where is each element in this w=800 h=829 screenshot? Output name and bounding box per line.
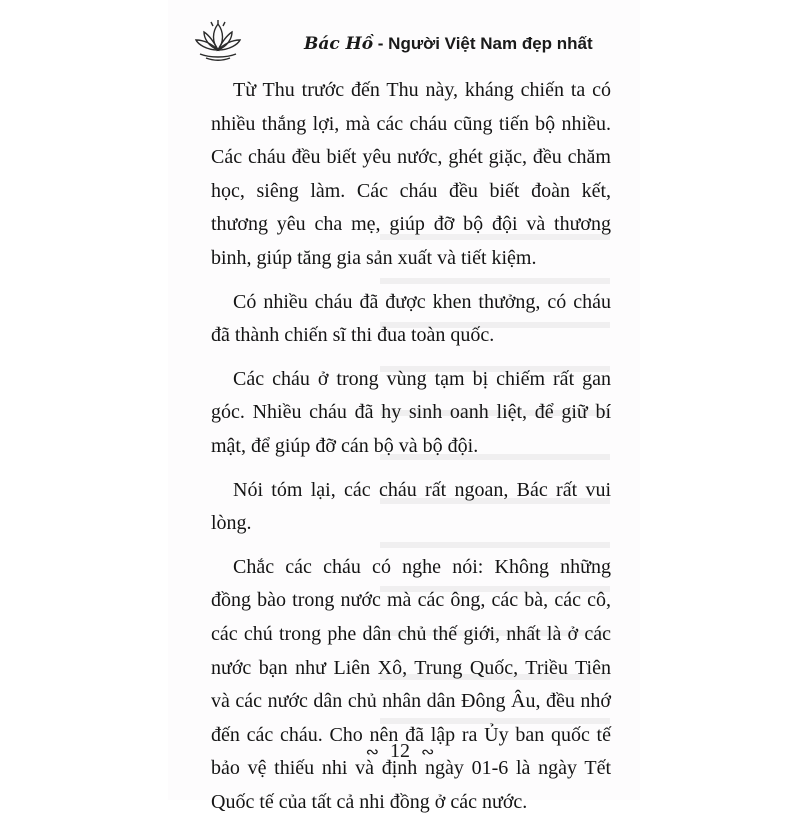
running-header bbox=[192, 18, 612, 64]
book-title-script: Bác Hồ bbox=[304, 34, 374, 54]
left-flourish-icon: ∾ bbox=[365, 744, 379, 762]
right-flourish-icon: ∾ bbox=[421, 744, 435, 762]
paragraph: Chắc các cháu có nghe nói: Không những đồng bào trong nước mà các ông, các bà, các cô, các chú trong phe dân chủ thế giới, nhất là ở các nước bạn như Liên Xô, Trung Quốc, Triều Tiên và các nước dân chủ nhân dân Đông Âu, đều nhớ đến các cháu. Cho nên đã lập ra Ủy ban quốc tế bảo vệ thiếu nhi và định ngày 01-6 là ngày Tết Quốc tế của tất cả nhi đồng ở các nước. bbox=[211, 555, 611, 813]
paragraph: Các cháu ở trong vùng tạm bị chiếm rất gan góc. Nhiều cháu đã hy sinh oanh liệt, để giữ bí mật, để giúp đỡ cán bộ và bộ đội. bbox=[211, 367, 611, 457]
book-title-main: Người Việt Nam đẹp nhất bbox=[388, 34, 593, 53]
page-number: 12 bbox=[390, 740, 410, 762]
book-title bbox=[304, 34, 593, 54]
book-title-separator: - bbox=[373, 34, 389, 53]
paragraph: Nói tóm lại, các cháu rất ngoan, Bác rất vui lòng. bbox=[211, 478, 611, 535]
body-text bbox=[211, 74, 611, 829]
paragraph: Từ Thu trước đến Thu này, kháng chiến ta có nhiều thắng lợi, mà các cháu cũng tiến bộ nhiều. Các cháu đều biết yêu nước, ghét giặc, đều chăm học, siêng làm. Các cháu đều biết đoàn kết, thương yêu cha mẹ, giúp đỡ bộ đội và thương binh, giúp tăng gia sản xuất và tiết kiệm. bbox=[211, 79, 611, 269]
lotus-icon bbox=[192, 18, 244, 64]
page-footer bbox=[0, 740, 800, 763]
paragraph: Có nhiều cháu đã được khen thưởng, có cháu đã thành chiến sĩ thi đua toàn quốc. bbox=[211, 290, 611, 347]
